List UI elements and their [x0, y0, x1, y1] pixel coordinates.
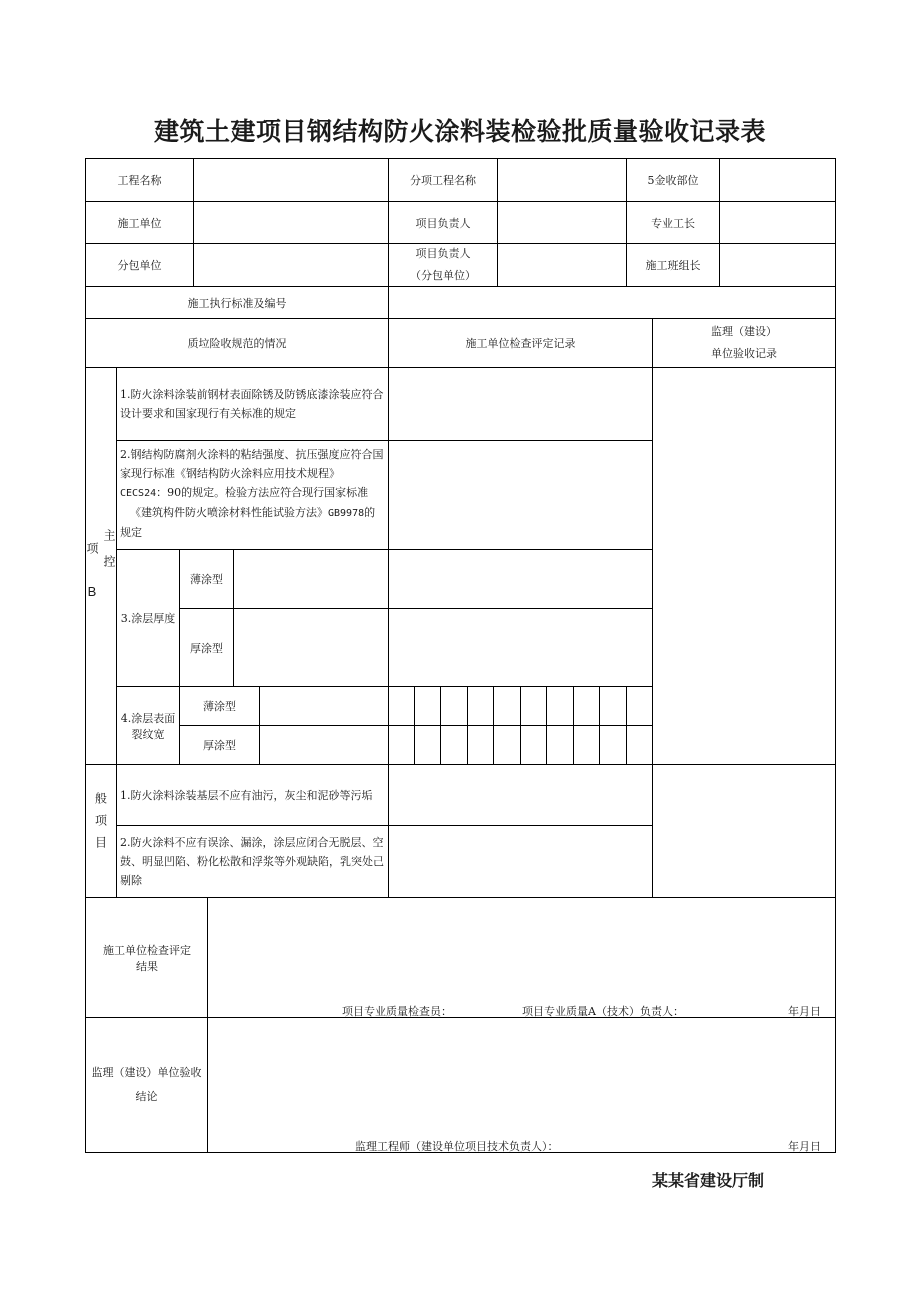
sig-quality-inspector: 项目专业质量检查员： — [342, 1005, 452, 1018]
col-supervision-header: 监理（建设） 单位验收记录 — [711, 325, 777, 360]
item3-thick-label: 厚涂型 — [190, 641, 223, 655]
page-title: 建筑土建项目钢结构防火涂料装检验批质量验收记录表 — [153, 117, 766, 146]
main-item-4: 4.涂层表面裂纹宽 — [120, 711, 176, 741]
label-construction-unit: 施工单位 — [117, 216, 162, 230]
conclusion-date: 年月日 — [788, 1140, 821, 1153]
label-construction-result: 施工单位检查评定结果 — [103, 943, 191, 973]
section-main-control: 主控项 — [85, 529, 116, 581]
label-team-leader: 施工班组长 — [645, 259, 701, 272]
item4-thick-label: 厚涂型 — [203, 739, 236, 752]
col-record-header: 施工单位检查评定记录 — [465, 337, 576, 350]
sig-supervision-engineer: 监理工程师（建设单位项目技术负责人）： — [355, 1140, 559, 1153]
section-main-control-mark: B — [87, 583, 97, 599]
label-project-manager: 项目负责人 — [415, 216, 471, 230]
main-item-1: 1.防火涂料涂装前钢材表面除锈及防锈底漆涂装应符合设计要求和国家现行有关标准的规定 — [120, 388, 384, 420]
item4-thin-label: 薄涂型 — [203, 700, 236, 713]
general-item-2: 2.防火涂料不应有误涂、漏涂，涂层应闭合无脱层、空鼓、明显凹陷、粉化松散和浮浆等外观缺陷，乳突处己剔除 — [120, 836, 384, 887]
label-foreman: 专业工长 — [651, 216, 695, 230]
main-item-2: 2.钢结构防腐剂火涂料的粘结强度、抗压强度应符合国家现行标准《钢结构防火涂料应用技术规程》CECS24：90的规定。检验方法应符合现行国家标准 《建筑构件防火喷涂材料性能试验方法》GB9978的规定 — [120, 448, 384, 539]
label-supervision-conclusion: 监理（建设）单位验收结论 — [91, 1066, 202, 1103]
col-spec-header: 质垃险收规范的情况 — [187, 337, 287, 350]
issuer-footer: 某某省建设厅制 — [652, 1171, 765, 1190]
label-acceptance-part: 5金收部位 — [647, 174, 699, 187]
sig-quality-leader: 项目专业质量A（技术）负责人： — [522, 1005, 684, 1018]
general-item-1: 1.防火涂料涂装基层不应有油污，灰尘和泥砂等污垢 — [120, 788, 373, 802]
label-sub-manager: 项目负责人 （分包单位） — [410, 247, 476, 282]
label-subitem-name: 分项工程名称 — [410, 174, 476, 187]
result-date: 年月日 — [788, 1005, 821, 1018]
label-subcontractor: 分包单位 — [117, 259, 162, 272]
label-standard: 施工执行标准及编号 — [187, 296, 287, 310]
item3-thin-label: 薄涂型 — [190, 573, 223, 586]
label-project-name: 工程名称 — [117, 174, 162, 187]
section-general: 般项目 — [93, 792, 108, 858]
main-item-3: 3.涂层厚度 — [120, 612, 176, 625]
